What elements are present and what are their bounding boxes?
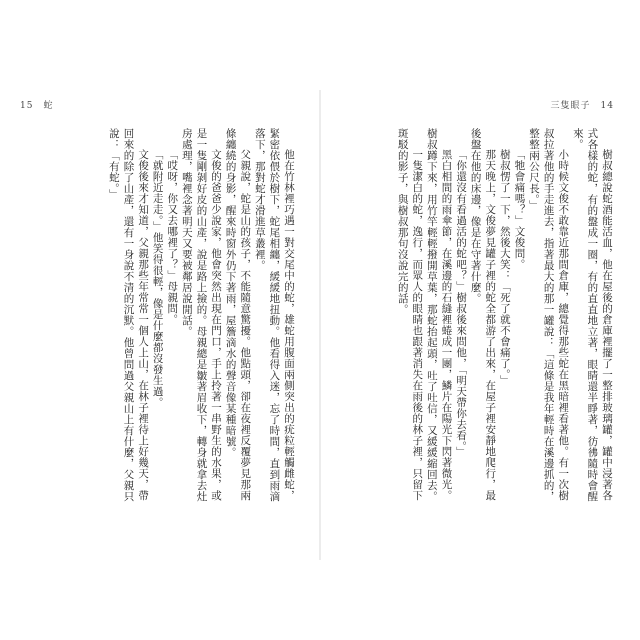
left-paragraph: 他在竹林裡巧遇一對交尾中的蛇，雄蛇用腹面兩側突出的疣粒輕觸雌蛇，緊密依偎於樹下，蛇尾相纏，緩緩地扭動。他看得入迷，忘了時間，直到雨滴落下，那對蛇才滑進草叢裡。 <box>253 128 295 502</box>
left-paragraph: 文俊的爸爸少說家，他會突然出現在門口，手上拎著一串野生的水果，或是一隻剛剝好皮的山產，說是路上撿的。母親總是皺著眉收下，轉身就拿去灶房處理，嘴裡念著明天又要被鄰居說閒話。 <box>180 128 223 502</box>
left-paragraph: 父親說，蛇是山的孩子，不能隨意驚擾。他點頭，卻在夜裡反覆夢見那兩條纏繞的身影，醒來時窗外仍下著雨，屋簷滴水的聲音像某種暗號。 <box>224 128 252 501</box>
left-paragraph: 文俊後來才知道，父親那些年常常一個人上山，在林子裡待上好幾天，帶回來的除了山產，還有一身說不清的沉默。他曾問過父親山上有什麼，父親只說：「有蛇。」 <box>107 128 150 502</box>
right-paragraph: 樹叔總說蛇酒能活血，他在屋後的倉庫裡擺了一整排玻璃罐，罐中浸著各式各樣的蛇，有的盤成一圈，有的直直地立著，眼睛還半睜著，彷彿隨時會醒來。 <box>571 128 613 502</box>
left-paragraph: 「就附近走走。」他笑得很輕，像是什麼都沒發生過。 <box>151 149 164 408</box>
right-paragraph: 樹叔愣了一下，然後大笑：「死了就不會痛了。」 <box>498 149 511 386</box>
page-header-left: 15 蛇 <box>20 101 54 111</box>
right-paragraph: 小時候文俊不敢靠近那間倉庫，總覺得那些蛇在黑暗裡看著他。有一次樹叔拉著他的手走進去，指著最大的那一罐說：「這條是我年輕時在溪邊抓的，整整兩公尺長。」 <box>528 128 570 502</box>
right-paragraph: 「你還沒有看過活的蛇吧？」樹叔後來問他，「明天帶你去看。」 <box>455 149 468 458</box>
right-page <box>320 0 640 640</box>
left-page-body <box>26 128 296 506</box>
right-paragraph: 一隻潔白的蛇，逸行，而眾人的眼睛也跟著消失在雨後的林子裡，只留下斑駁的影子，與樹叔那句沒說完的話。 <box>396 128 424 501</box>
page-header-right: 三隻眼子 14 <box>550 101 614 111</box>
right-paragraph: 那天晚上，文俊夢見罐子裡的蛇全都游了出來，在屋子裡安靜地爬行，最後盤在他的床邊，像是在守著什麼。 <box>469 128 497 501</box>
left-paragraph: 「哎呀，你又去哪裡了？」母親問。 <box>166 149 179 325</box>
right-paragraph: 「牠會痛嗎？」文俊問。 <box>513 149 526 270</box>
right-paragraph: 黑白相間的雨傘節，在溪邊的石縫裡蜷成一團，鱗片在陽光下閃著微光。樹叔蹲下來，用竹竿輕輕撥開草葉，那蛇抬起頭，吐了吐信，又緩緩縮回去。 <box>425 128 453 502</box>
right-page-body <box>338 128 614 506</box>
